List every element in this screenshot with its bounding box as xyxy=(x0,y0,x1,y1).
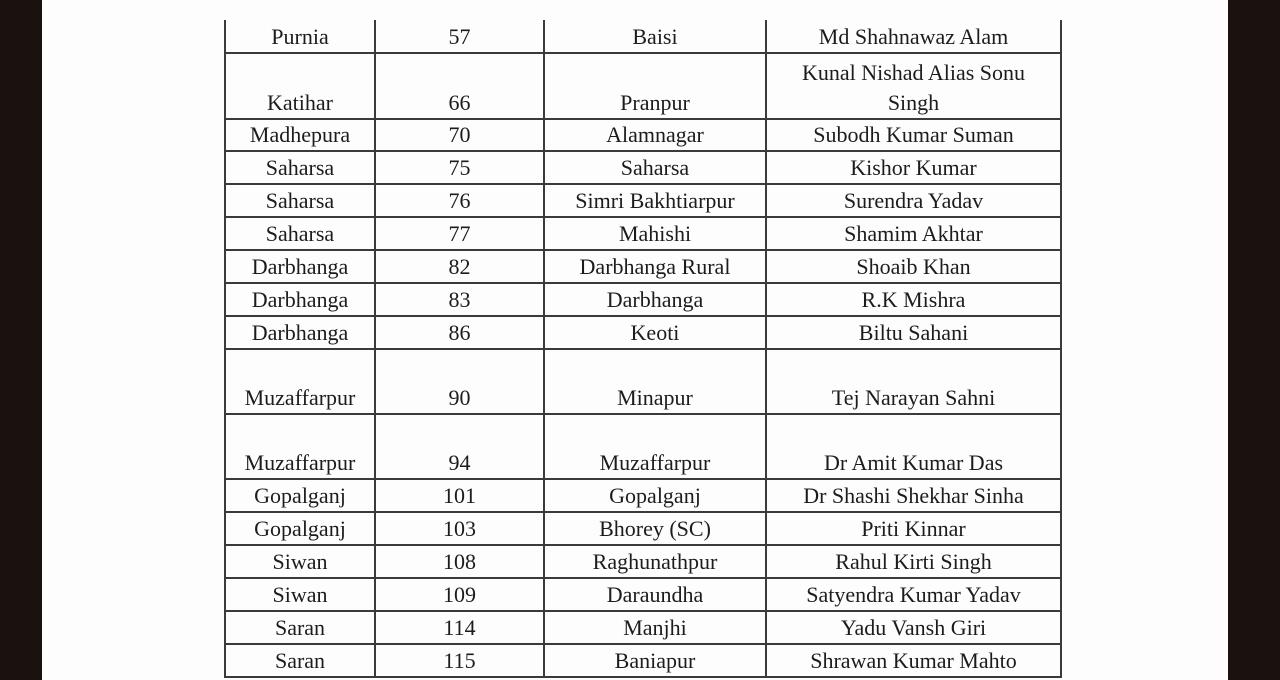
constituency-cell-text: Simri Bakhtiarpur xyxy=(575,188,735,213)
district-cell xyxy=(224,478,374,511)
district-cell xyxy=(224,610,374,643)
district-cell-text: Saharsa xyxy=(265,188,335,213)
district-cell xyxy=(224,413,374,478)
constituency-number-cell-text: 115 xyxy=(443,648,476,673)
candidate-name-text: Dr Shashi Shekhar Sinha xyxy=(803,483,1024,508)
constituency-cell-text: Daraundha xyxy=(606,582,704,607)
district-cell xyxy=(224,643,374,676)
constituency-number-cell xyxy=(374,315,543,348)
constituency-cell xyxy=(543,511,765,544)
candidate-name-text: Shamim Akhtar xyxy=(844,221,983,246)
candidate-name-text: Singh xyxy=(887,90,940,115)
constituency-number-cell-text: 82 xyxy=(448,254,471,279)
district-cell xyxy=(224,216,374,249)
constituency-cell xyxy=(543,150,765,183)
candidate-cell xyxy=(765,413,1062,478)
constituency-number-cell-text: 86 xyxy=(448,320,471,345)
table-row xyxy=(224,216,1062,251)
district-cell xyxy=(224,150,374,183)
candidate-name-text: Subodh Kumar Suman xyxy=(813,122,1014,147)
constituency-number-cell xyxy=(374,20,543,52)
constituency-number-cell xyxy=(374,118,543,150)
constituency-cell-text: Raghunathpur xyxy=(592,549,718,574)
constituency-cell xyxy=(543,610,765,643)
candidate-name-text: Shrawan Kumar Mahto xyxy=(810,648,1017,673)
constituency-number-cell-text: 76 xyxy=(448,188,471,213)
district-cell-text: Siwan xyxy=(272,582,328,607)
candidate-cell xyxy=(765,544,1062,577)
district-cell-text: Saran xyxy=(274,615,326,640)
constituency-cell xyxy=(543,282,765,315)
constituency-cell-text: Manjhi xyxy=(623,615,687,640)
district-cell-text: Siwan xyxy=(272,549,328,574)
table-row xyxy=(224,577,1062,612)
constituency-cell xyxy=(543,413,765,478)
constituency-cell-text: Baniapur xyxy=(614,648,696,673)
dark-border-right xyxy=(1228,0,1280,680)
candidate-cell xyxy=(765,511,1062,544)
table-row xyxy=(224,413,1062,480)
constituency-cell-text: Baisi xyxy=(632,24,678,49)
candidate-cell xyxy=(765,315,1062,348)
district-cell-text: Madhepura xyxy=(249,122,351,147)
constituency-cell xyxy=(543,577,765,610)
constituency-number-cell xyxy=(374,52,543,118)
table-row xyxy=(224,282,1062,317)
candidate-cell xyxy=(765,118,1062,150)
constituency-cell-text: Minapur xyxy=(617,385,693,410)
constituency-cell-text: Bhorey (SC) xyxy=(599,516,711,541)
district-cell xyxy=(224,249,374,282)
constituency-cell-text: Alamnagar xyxy=(606,122,704,147)
district-cell xyxy=(224,577,374,610)
district-cell xyxy=(224,183,374,216)
constituency-number-cell xyxy=(374,577,543,610)
constituency-cell-text: Muzaffarpur xyxy=(599,450,711,475)
table-row xyxy=(224,183,1062,218)
district-cell-text: Darbhanga xyxy=(251,287,349,312)
candidate-name-text: Rahul Kirti Singh xyxy=(835,549,992,574)
candidate-cell xyxy=(765,249,1062,282)
candidate-name-text: Dr Amit Kumar Das xyxy=(823,450,1004,475)
district-cell xyxy=(224,52,374,118)
candidate-cell xyxy=(765,643,1062,676)
constituency-number-cell-text: 77 xyxy=(448,221,471,246)
constituency-cell xyxy=(543,183,765,216)
candidate-name-text: Satyendra Kumar Yadav xyxy=(806,582,1021,607)
table-row xyxy=(224,643,1062,678)
constituency-number-cell xyxy=(374,610,543,643)
district-cell xyxy=(224,348,374,413)
constituency-number-cell xyxy=(374,348,543,413)
constituency-cell xyxy=(543,216,765,249)
table-row xyxy=(224,118,1062,152)
district-cell-text: Gopalganj xyxy=(254,483,346,508)
constituency-cell-text: Gopalganj xyxy=(609,483,701,508)
candidate-cell xyxy=(765,610,1062,643)
document-page xyxy=(42,0,1228,680)
candidate-cell xyxy=(765,348,1062,413)
candidate-name-text: Priti Kinnar xyxy=(861,516,966,541)
candidate-name-text: Tej Narayan Sahni xyxy=(831,385,996,410)
table-row xyxy=(224,52,1062,120)
constituency-number-cell-text: 101 xyxy=(443,483,476,508)
candidate-name-text: Biltu Sahani xyxy=(858,320,969,345)
district-cell-text: Gopalganj xyxy=(254,516,346,541)
table-row xyxy=(224,610,1062,645)
district-cell xyxy=(224,20,374,52)
constituency-number-cell-text: 83 xyxy=(448,287,471,312)
candidate-name-text: Kunal Nishad Alias Sonu xyxy=(801,60,1026,85)
constituency-cell-text: Darbhanga Rural xyxy=(579,254,731,279)
district-cell xyxy=(224,315,374,348)
constituency-cell-text: Darbhanga xyxy=(606,287,704,312)
constituency-number-cell xyxy=(374,544,543,577)
candidate-name-text: R.K Mishra xyxy=(861,287,966,312)
constituency-cell xyxy=(543,118,765,150)
constituency-cell xyxy=(543,643,765,676)
candidate-cell xyxy=(765,183,1062,216)
candidate-cell xyxy=(765,20,1062,52)
candidate-cell xyxy=(765,282,1062,315)
constituency-cell xyxy=(543,544,765,577)
constituency-number-cell xyxy=(374,643,543,676)
table-row xyxy=(224,511,1062,546)
district-cell-text: Saharsa xyxy=(265,155,335,180)
constituency-cell xyxy=(543,478,765,511)
table-row xyxy=(224,544,1062,579)
table-row xyxy=(224,249,1062,284)
constituency-number-cell-text: 90 xyxy=(448,385,471,410)
constituency-cell xyxy=(543,348,765,413)
dark-border-left xyxy=(0,0,42,680)
constituency-cell-text: Pranpur xyxy=(620,90,690,115)
constituency-cell xyxy=(543,315,765,348)
constituency-number-cell-text: 70 xyxy=(448,122,471,147)
table-row xyxy=(224,315,1062,350)
constituency-number-cell-text: 66 xyxy=(448,90,471,115)
candidate-name-text: Yadu Vansh Giri xyxy=(840,615,987,640)
constituency-number-cell xyxy=(374,249,543,282)
candidate-name-text: Surendra Yadav xyxy=(843,188,984,213)
constituency-number-cell xyxy=(374,413,543,478)
constituency-cell-text: Mahishi xyxy=(618,221,692,246)
constituency-cell-text: Saharsa xyxy=(620,155,690,180)
constituency-number-cell xyxy=(374,150,543,183)
constituency-number-cell xyxy=(374,216,543,249)
district-cell-text: Muzaffarpur xyxy=(244,450,356,475)
table-row xyxy=(224,20,1062,54)
district-cell-text: Saran xyxy=(274,648,326,673)
district-cell-text: Darbhanga xyxy=(251,320,349,345)
district-cell xyxy=(224,282,374,315)
candidate-name-text: Kishor Kumar xyxy=(850,155,977,180)
district-cell-text: Saharsa xyxy=(265,221,335,246)
district-cell xyxy=(224,118,374,150)
constituency-cell xyxy=(543,20,765,52)
constituency-cell-text: Keoti xyxy=(630,320,680,345)
candidate-cell xyxy=(765,52,1062,118)
candidate-cell xyxy=(765,478,1062,511)
district-cell xyxy=(224,544,374,577)
table-row xyxy=(224,348,1062,415)
constituency-number-cell xyxy=(374,478,543,511)
table-row xyxy=(224,150,1062,185)
constituency-number-cell-text: 109 xyxy=(443,582,476,607)
district-cell-text: Muzaffarpur xyxy=(244,385,356,410)
district-cell-text: Purnia xyxy=(271,24,329,49)
constituency-cell xyxy=(543,249,765,282)
constituency-number-cell xyxy=(374,511,543,544)
constituency-number-cell-text: 94 xyxy=(448,450,471,475)
constituency-number-cell-text: 114 xyxy=(443,615,476,640)
constituency-number-cell-text: 75 xyxy=(448,155,471,180)
constituency-cell xyxy=(543,52,765,118)
candidate-name-text: Md Shahnawaz Alam xyxy=(818,24,1009,49)
district-cell-text: Katihar xyxy=(267,90,333,115)
candidate-cell xyxy=(765,216,1062,249)
candidate-cell xyxy=(765,577,1062,610)
constituency-number-cell xyxy=(374,282,543,315)
district-cell xyxy=(224,511,374,544)
candidate-name-text: Shoaib Khan xyxy=(856,254,971,279)
district-cell-text: Darbhanga xyxy=(251,254,349,279)
constituency-number-cell-text: 108 xyxy=(443,549,476,574)
candidate-cell xyxy=(765,150,1062,183)
constituency-number-cell-text: 57 xyxy=(448,24,471,49)
table-row xyxy=(224,478,1062,513)
constituency-number-cell xyxy=(374,183,543,216)
constituency-number-cell-text: 103 xyxy=(443,516,476,541)
